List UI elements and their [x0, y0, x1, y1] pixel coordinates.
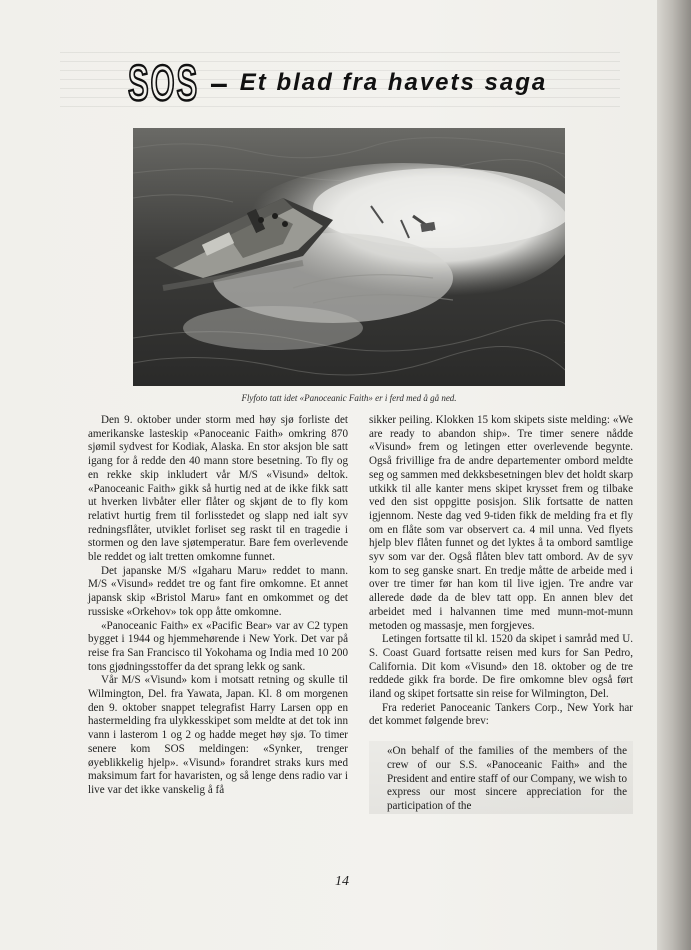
letter-quote	[369, 741, 633, 814]
paragraph-continuation: sikker peiling. Klokken 15 kom skipets siste melding: «We are ready to abandon ship». Tre timer senere nådde «Visund» frem og letingen etter overlevende begynte. Også frivillige fra de andre departementer ombord meldte seg og sammen med dekksbesetningen blev det holdt skarp utkikk til alle kanter mens skipet krysset frem og tilbake ved den sist oppgitte posisjon. Slik fortsatte de natten igjennom. Neste dag ved 9-tiden fikk de melding fra et fly om en flåte som var observert ca. 4 mil unna. Ved flyets hjelp blev flåten funnet og det lyktes å ta ombord samtlige syv som var der. Også flåten blev tatt ombord. Av de syv kom to seg ganske snart. En tredje måtte de arbeide med i over tre timer før han kom til live igjen. Tre andre var allerede døde da de blev tatt opp. En annen blev det arbeidet med i halvannen time med munn-mot-munn metoden og massasje, men forgjeves.	[369, 414, 633, 632]
sos-heading: SOS	[128, 55, 200, 111]
article-subtitle: Et blad fra havets saga	[239, 69, 548, 96]
paragraph: Vår M/S «Visund» kom i motsatt retning og skulle til Wilmington, Del. fra Yawata, Japan. Kl. 8 om morgenen den 9. oktober snappet telegrafist Harry Larsen opp en hastermelding fra ulykkesskipet som meldte at det tok inn vann i lasterom 1 og 2 og hadde meget høy sjø. To timer senere kom SOS meldingen: «Synker, trenger øyeblikkelig hjelp». «Visund» forandret straks kurs med maksimum fart for havaristen, og så lenge dens radio var i live var det ikke vanskelig å få	[88, 674, 348, 796]
paragraph: Den 9. oktober under storm med høy sjø forliste det amerikanske lasteskip «Panoceanic Faith» omkring 870 sjømil sydvest for Kodiak, Alaska. En stor aksjon ble satt igang for å redde den 40 mann store besetning. To fly og en rekke skip inkludert vår M/S «Visund» deltok. «Panoceanic Faith» gikk så hurtig ned at de ikke fikk satt ut hverken livbåter eller flåter og skjønt de to fly kom relativt hurtig frem til forlisstedet og slapp ned ialt syv redningsflåter, utviklet forliset seg raskt til en tragedie i stormen og den lave sjøtemperatur. Bare fem overlevende ble reddet og ialt tretten omkomne funnet.	[88, 414, 348, 564]
quote-text: «On behalf of the families of the members of the crew of our S.S. «Panoceanic Faith» and the President and entire staff of our Company, we wish to express our most sincere appreciation for the participation of the	[387, 745, 627, 812]
aerial-photo	[133, 128, 565, 386]
title-dash: –	[210, 64, 228, 101]
paragraph: Fra rederiet Panoceanic Tankers Corp., New York har det kommet følgende brev:	[369, 701, 633, 728]
article-title	[128, 55, 548, 111]
page-edge-shadow	[657, 0, 691, 950]
text-column-left	[88, 414, 348, 798]
text-column-right	[369, 414, 633, 814]
paragraph: Letingen fortsatte til kl. 1520 da skipet i samråd med U. S. Coast Guard fortsatte reisen med kurs for San Pedro, California. Dit kom «Visund» den 18. oktober og de tre reddede gikk fra borde. De fire omkomne blev også ført iland og skipet fortsatte sin reise for Wilmington, Del.	[369, 633, 633, 701]
shipwreck-photo-illustration	[133, 128, 565, 386]
paragraph: «Panoceanic Faith» ex «Pacific Bear» var av C2 typen bygget i 1944 og hjemmehørende i New York. Det var på reise fra San Francisco til Yokohama og India med 10 200 tons gjødningsstoffer da det sprang lekk og sank.	[88, 619, 348, 673]
photo-caption: Flyfoto tatt idet «Panoceanic Faith» er i ferd med å gå ned.	[241, 393, 457, 403]
paragraph: Det japanske M/S «Igaharu Maru» reddet to mann. M/S «Visund» reddet tre og fant fire omkomne. Et annet japansk skip «Bristol Maru» fant en omkommet og det russiske «Orkehov» tok opp åtte omkomne.	[88, 564, 348, 618]
page-number: 14	[335, 874, 349, 889]
